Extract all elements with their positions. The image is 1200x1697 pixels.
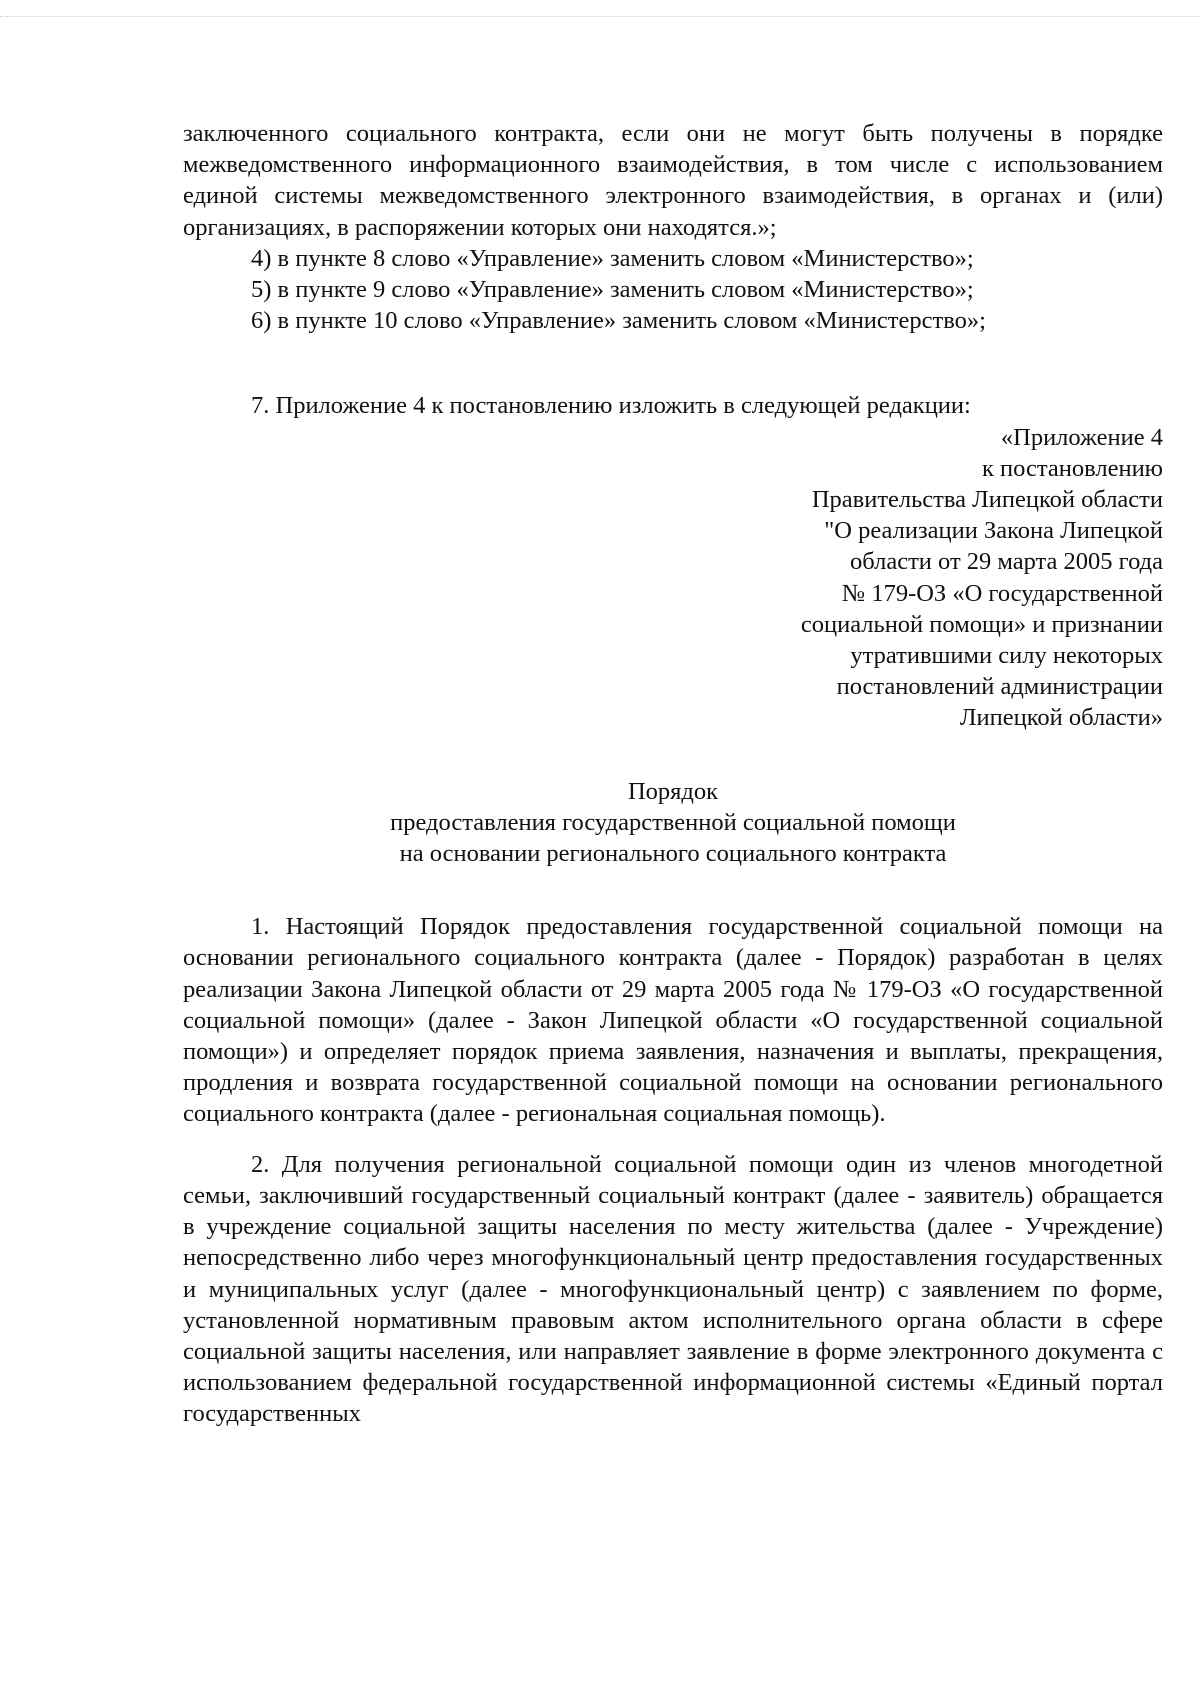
appendix-line: области от 29 марта 2005 года (850, 548, 1163, 576)
title-line: на основании регионального социального контракта (399, 840, 947, 868)
spacer (183, 1130, 1163, 1149)
appendix-line: к постановлению (982, 454, 1163, 482)
appendix-line: утратившими силу некоторых (850, 642, 1163, 670)
paragraph-2: 2. Для получения региональной социальной помощи один из членов многодетной семьи, заключивший государственный социальный контракт (далее - заявитель) обращается в учреждение социальной защиты населения по месту жительства (далее - Учреждение) непосредственно либо через многофункциональный центр предоставления государственных и муниципальных услуг (далее - многофункциональный центр) с заявлением по форме, установленной нормативным правовым актом исполнительного органа области в сфере социальной защиты населения, или направляет заявление в форме электронного документа с использованием федеральной государственной информационной системы «Единый портал государственных (183, 1150, 1163, 1428)
spacer (183, 336, 1163, 390)
amendment-item-5: 5) в пункте 9 слово «Управление» заменить словом «Министерство»; (251, 276, 974, 304)
appendix-line: № 179-ОЗ «О государственной (841, 579, 1163, 607)
appendix-line: "О реализации Закона Липецкой (824, 517, 1163, 545)
spacer (183, 869, 1163, 911)
scan-edge-line (0, 16, 1200, 17)
spacer (183, 734, 1163, 776)
appendix-line: Липецкой области» (959, 704, 1163, 732)
appendix-line: «Приложение 4 (1000, 423, 1163, 451)
section-7-heading: 7. Приложение 4 к постановлению изложить в следующей редакции: (251, 392, 971, 420)
intro-paragraph: заключенного социального контракта, если они не могут быть получены в порядке межведомственного информационного взаимодействия, в том числе с использованием единой системы межведомственного электронного взаимодействия, в органах и (или) организациях, в распоряжении которых они находятся.»; (183, 120, 1163, 241)
document-title (183, 776, 1163, 870)
appendix-line: постановлений администрации (836, 673, 1163, 701)
amendment-item-4: 4) в пункте 8 слово «Управление» заменить словом «Министерство»; (251, 244, 974, 272)
appendix-line: Правительства Липецкой области (811, 486, 1163, 514)
appendix-reference (743, 422, 1163, 734)
document-page (183, 118, 1163, 1430)
appendix-line: социальной помощи» и признании (800, 610, 1163, 638)
paragraph-1: 1. Настоящий Порядок предоставления государственной социальной помощи на основании регионального социального контракта (далее - Порядок) разработан в целях реализации Закона Липецкой области от 29 марта 2005 года № 179-ОЗ «О государственной социальной помощи» (далее - Закон Липецкой области «О государственной социальной помощи») и определяет порядок приема заявления, назначения и выплаты, прекращения, продления и возврата государственной социальной помощи на основании регионального социального контракта (далее - региональная социальная помощь). (183, 913, 1163, 1128)
title-line: предоставления государственной социальной помощи (390, 808, 956, 836)
title-line: Порядок (627, 777, 719, 805)
amendment-item-6: 6) в пункте 10 слово «Управление» заменить словом «Министерство»; (251, 307, 986, 335)
